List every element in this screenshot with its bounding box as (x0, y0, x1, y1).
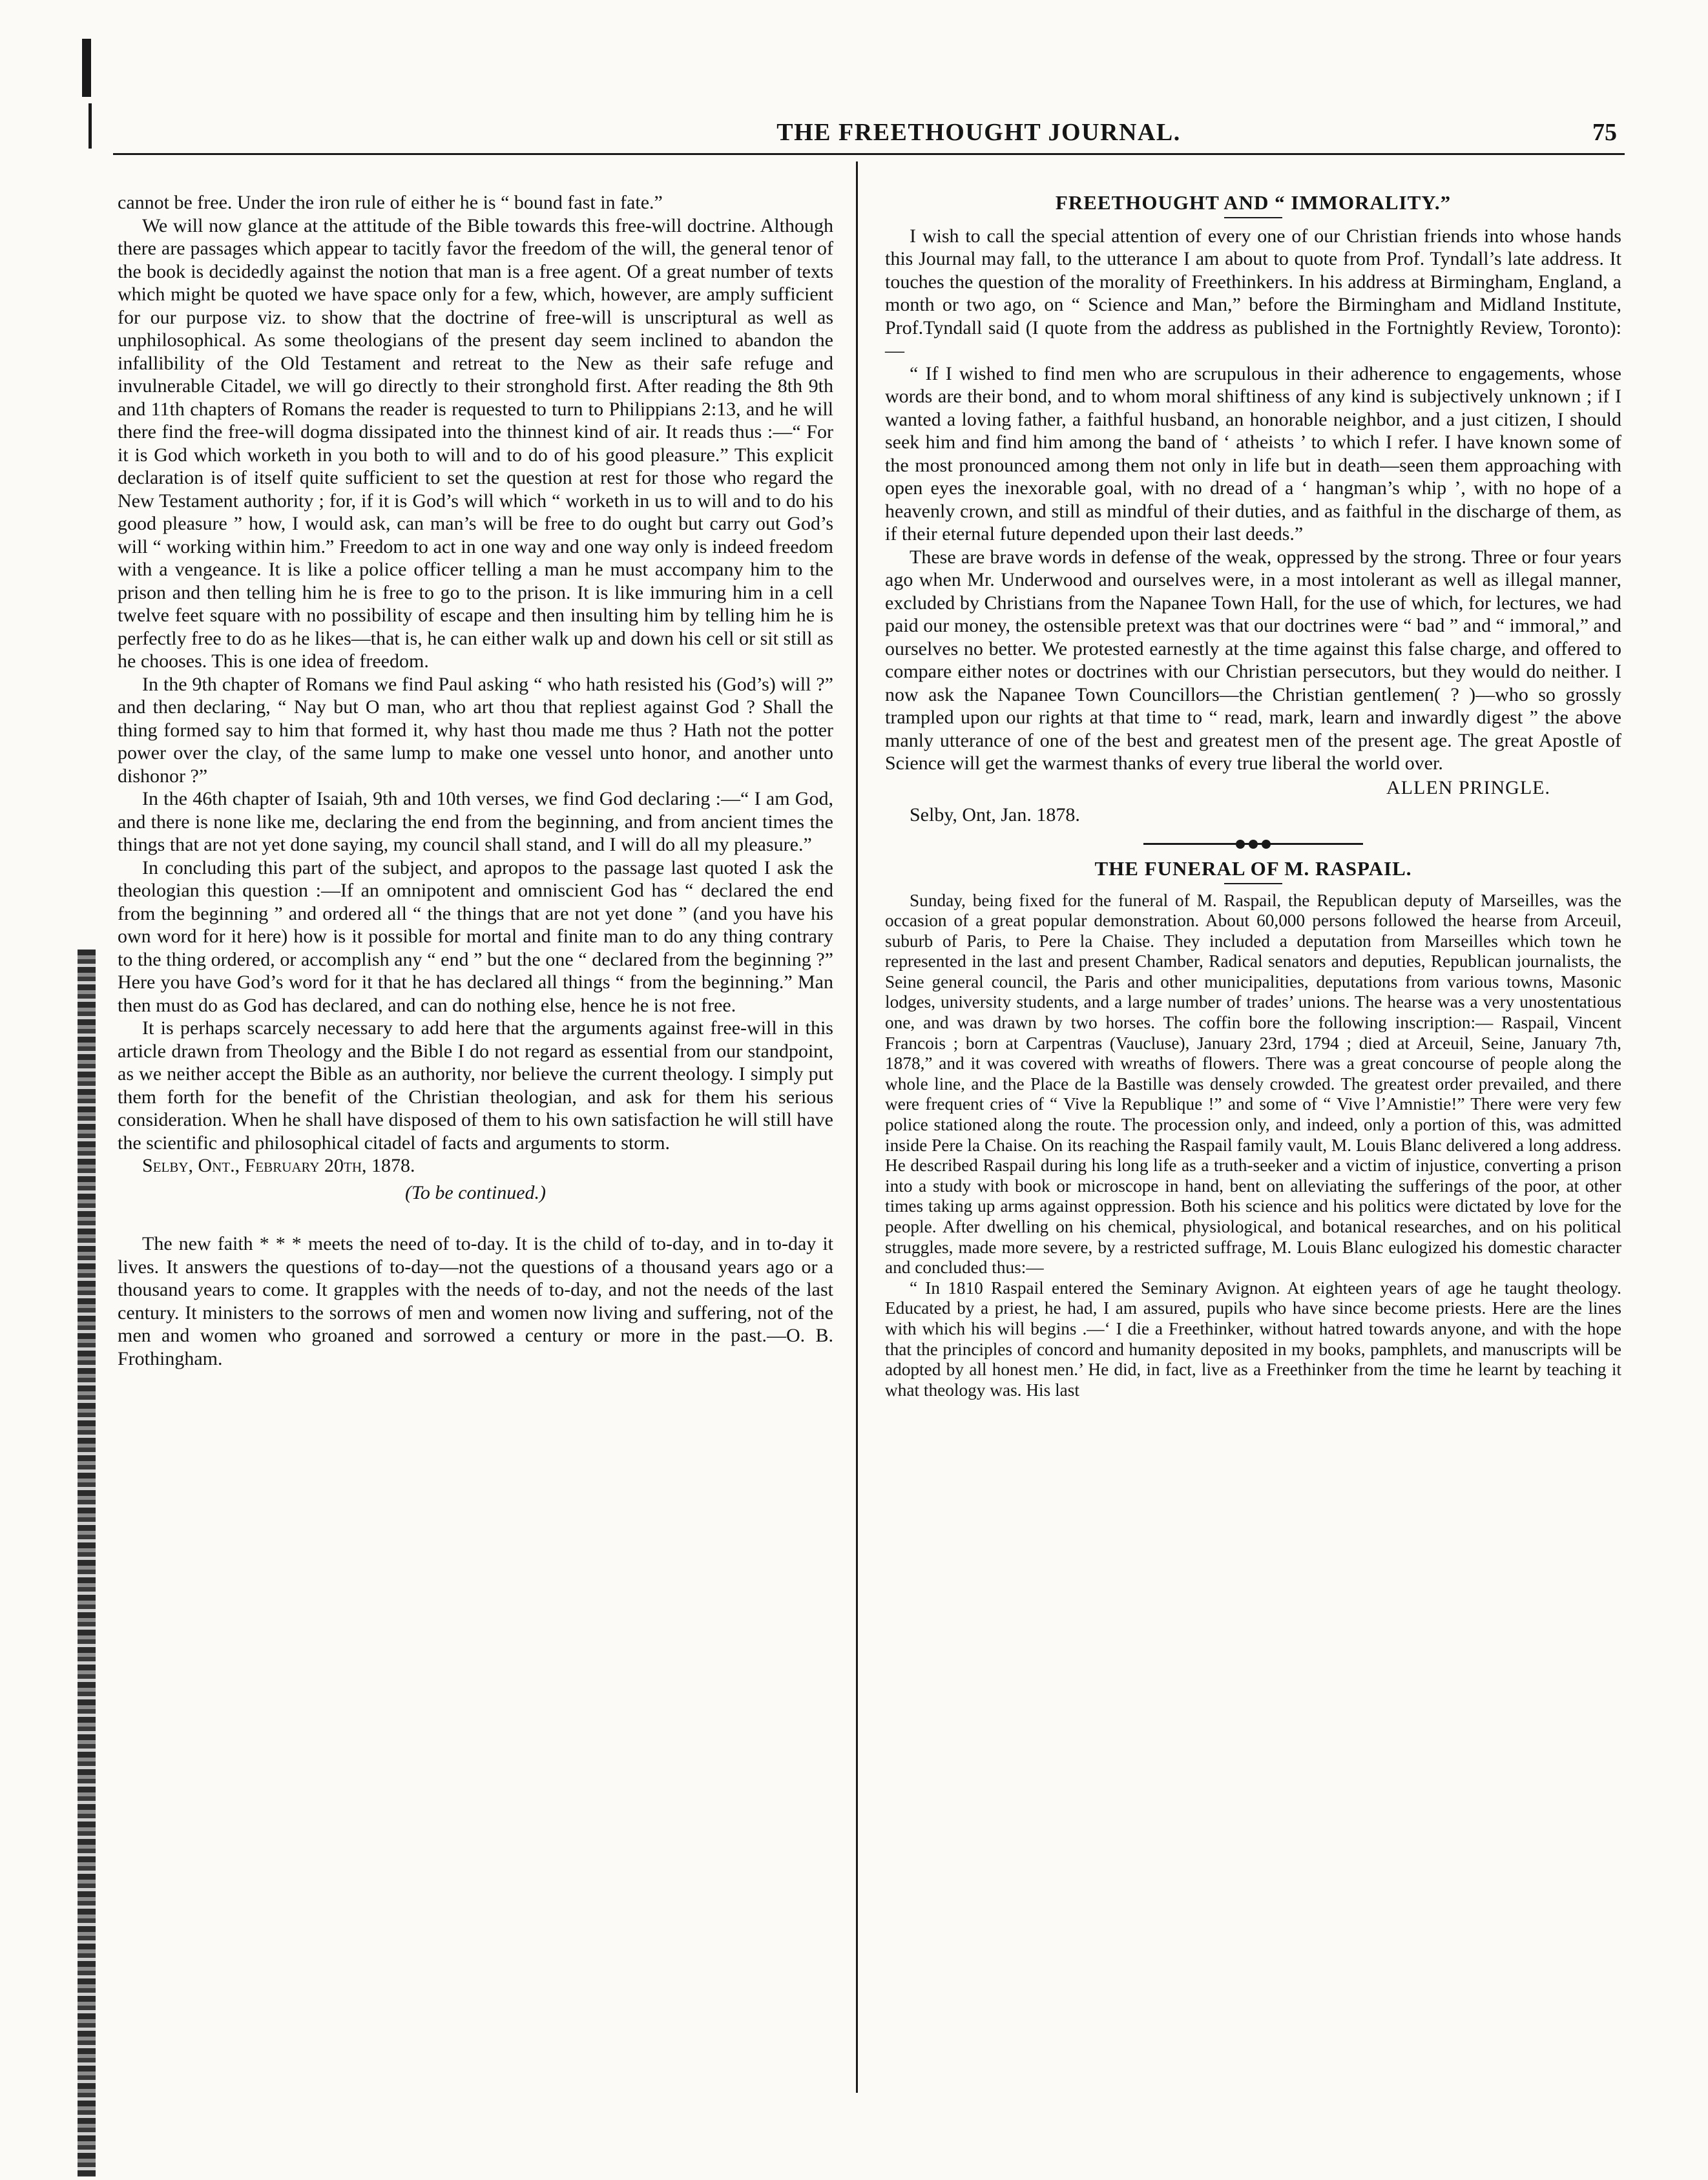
left-column (118, 191, 833, 1370)
column-divider (856, 161, 858, 2093)
article-body (885, 891, 1621, 1401)
signature-row (885, 776, 1621, 800)
paragraph: In the 46th chapter of Isaiah, 9th and 10th verses, we find God declaring :—“ I am God, and there is none like me, declaring the end from the beginning, and from ancient times the things that are not yet done saying, my council shall stand, and I will do all my pleasure.” (118, 788, 833, 855)
edge-mark (89, 103, 92, 149)
right-column (885, 191, 1621, 1400)
article-title: FREETHOUGHT AND “ IMMORALITY.” (1055, 191, 1452, 214)
ornament-dot (1249, 840, 1258, 849)
closing-paragraph: The new faith * * * meets the need of to-day. It is the child of to-day, and in to-day it lives. It answers the questions of to-day—not the questions of a thousand years ago or a thousand years to come. It grapples with the needs of to-day, and not the needs of the last century. It ministers to the sorrows of men and women now living and suffering, not of the men and women who groaned and sorrowed a century or more in the past.—O. B. Frothingham. (118, 1233, 833, 1369)
paragraph: These are brave words in defense of the weak, oppressed by the strong. Three or four years ago when Mr. Underwood and ourselves were, in a most intolerant as well as illegal manner, excluded by Christians from the Napanee Town Hall, for the use of which, for lectures, we had paid our money, the ostensible pretext was that our doctrines were “ bad ” and “ immoral,” and ourselves no better. We protested earnestly at the time against this false charge, and offered to compare either notes or doctrines with our Christian persecutors, but they would do neither. I now ask the Napanee Town Councillors—the Christian gentlemen( ? )—who so grossly trampled upon our rights at that time to “ read, mark, learn and inwardly digest ” the above manly utterance of one of the best and greatest men of the present age. The great Apostle of Science will get the warmest thanks of every true liberal the world over. (885, 546, 1621, 774)
edge-mark (82, 39, 91, 97)
page-header (113, 118, 1625, 157)
place-date: Selby, Ont., February 20th, 1878. (142, 1155, 415, 1176)
paragraph: In concluding this part of the subject, and apropos to the passage last quoted I ask the theologian this question :—If an omnipotent and omniscient God has “ declared the end from the beginning ” and ordered all “ the things that are not yet done ” (and you have his own word for it here) how is it possible for mortal and finite man to do any thing contrary to the thing ordered, or accomplish any “ end ” but the one “ declared from the beginning ?” Here you have God’s word for it that he has declared all things “ from the beginning.” Man then must do as God has declared, and can do nothing else, hence he is not free. (118, 856, 833, 1016)
article-title: THE FUNERAL OF M. RASPAIL. (1094, 857, 1412, 880)
ornament-dot (1236, 840, 1245, 849)
quote-paragraph: “ If I wished to find men who are scrupulous in their adherence to engagements, whose words are their bond, and to whom moral shiftiness of any kind is subjectively unknown ; if I wanted a loving father, a faithful husband, an honorable neighbor, and a just citizen, I should seek him and find him among the band of ‘ atheists ’ to which I refer. I have known some of the most pronounced among them not only in life but in death—seen them approaching with open eyes the inexorable goal, with no dread of a ‘ hangman’s whip ’, with no hope of a heavenly crown, and still as mindful of their duties, and as faithful in the discharge of them, as if their eternal future depended upon their last deeds.” (885, 362, 1621, 545)
page-number: 75 (1592, 119, 1617, 146)
paragraph: “ In 1810 Raspail entered the Seminary Avignon. At eighteen years of age he taught theology. Educated by a priest, he had, I am assured, pupils who have since become priests. Here are the lines with which his will begins .—‘ I die a Freethinker, without hatred towards anyone, and with the hope that the principles of concord and humanity deposited in my books, pamphlets, and manuscripts will be adopted by all honest men.’ He did, in fact, live as a Freethinker from the time he learnt by teaching it what theology was. His last (885, 1278, 1621, 1400)
paragraph: In the 9th chapter of Romans we find Paul asking “ who hath resisted his (God’s) will ?” and then declaring, “ Nay but O man, who art thou that repliest against God ? Shall the thing formed say to him that formed it, why hast thou made me thus ? Hath not the potter power over the clay, of the same lump to make one vessel unto honor, and another unto dishonor ?” (118, 673, 833, 787)
header-rule (113, 153, 1625, 155)
continued-note: (To be continued.) (404, 1181, 547, 1203)
section-gap (118, 1208, 833, 1232)
running-title: THE FREETHOUGHT JOURNAL. (776, 119, 1181, 146)
signature: ALLEN PRINGLE. (1386, 776, 1550, 798)
ornament-divider (1143, 838, 1363, 849)
paragraph: We will now glance at the attitude of the Bible towards this free-will doctrine. Although there are passages which appear to tacitly favor the freedom of the will, the general tenor of the book is decidedly against the notion that man is a free agent. Of a great number of texts which might be quoted we have space only for a few, which, however, are amply sufficient for our purpose viz. to show that the doctrine of free-will is unscriptural as well as unphilosophical. As some theologians of the present day seem inclined to abandon the infallibility of the Old Testament and retreat to the New as their safe refuge and invulnerable Citadel, we will go directly to their stronghold first. After reading the 8th 9th and 11th chapters of Romans the reader is requested to turn to Philippians 2:13, and he will there find the free-will dogma dissipated into the thinnest kind of air. It reads thus :—“ For it is God which worketh in you both to will and to do of his good pleasure.” This explicit declaration is of itself quite sufficient to set the question at rest for those who regard the New Testament authority ; for, if it is God’s will which “ worketh in us to will and to do his good pleasure ” how, I would ask, can man’s will be free to do ought but carry out God’s will “ working within him.” Freedom to act in one way and one way only is indeed freedom with a vengeance. It is like a police officer telling a man he must accompany him to the prison and then telling him he is free to go to the prison. It is like immuring him in a cell twelve feet square with no possibility of escape and then insulting him by telling him he is perfectly free to do as he likes—that is, he can either walk up and down his cell or sit still as he chooses. This is one idea of freedom. (118, 214, 833, 672)
ornament-dot (1262, 840, 1271, 849)
paragraph: cannot be free. Under the iron rule of either he is “ bound fast in fate.” (118, 192, 663, 213)
paragraph: I wish to call the special attention of every one of our Christian friends into whose hands this Journal may fall, to the utterance I am about to quote from Prof. Tyndall’s late address. It touches the question of the morality of Freethinkers. In his address at Birmingham, England, a month or two ago, on “ Science and Man,” before the Birmingham and Midland Institute, Prof.Tyndall said (I quote from the address as published in the Fortnightly Review, Toronto):— (885, 225, 1621, 361)
place-date: Selby, Ont, Jan. 1878. (910, 804, 1080, 825)
title-rule (1224, 883, 1282, 884)
binding-edge (78, 950, 96, 2177)
paragraph: It is perhaps scarcely necessary to add here that the arguments against free-will in this article drawn from Theology and the Bible I do not regard as essential from our standpoint, as we neither accept the Bible as an authority, nor believe the current theology. I simply put them forth for the benefit of the Christian theologian, and ask for them his serious consideration. When he shall have disposed of them to his own satisfaction he will still have the scientific and philosophical citadel of facts and arguments to storm. (118, 1017, 833, 1154)
paragraph: Sunday, being fixed for the funeral of M. Raspail, the Republican deputy of Marseilles, was the occasion of a great popular demonstration. About 60,000 persons followed the hearse from Arceuil, suburb of Paris, to Pere la Chaise. They included a deputation from Marseilles which town he represented in the last and present Chamber, Radical senators and deputies, Republican journalists, the Seine general council, the Paris and other municipalities, deputations from various towns, Masonic lodges, university students, and a large number of trades’ unions. The hearse was a very unostentatious one, and was drawn by two horses. The coffin bore the following inscription:— Raspail, Vincent Francois ; born at Carpentras (Vaucluse), January 23rd, 1794 ; died at Arceuil, Seine, January 7th, 1878,” and it was covered with wreaths of flowers. There was a great concourse of people along the whole line, and the Place de la Bastille was densely crowded. The greatest order prevailed, and there were frequent cries of “ Vive la Republique !” and some of “ Vive l’Amnistie!” There were very few police stationed along the route. The procession only, and indeed, only a portion of this, was admitted inside Pere la Chaise. On its reaching the Raspail family vault, M. Louis Blanc delivered a long address. He described Raspail during his long life as a truth-seeker and a victim of injustice, converting a prison into a study with book or microscope in hand, bent on alleviating the sufferings of the poor, at other times taking up arms against oppression. Both his science and his politics were dictated by love for the people. After dwelling on his chemical, physiological, and botanical researches, and on his political struggles, made more severe, by a restricted suffrage, M. Louis Blanc eulogized his domestic character and concluded thus:— (885, 890, 1621, 1278)
title-rule (1224, 217, 1282, 218)
